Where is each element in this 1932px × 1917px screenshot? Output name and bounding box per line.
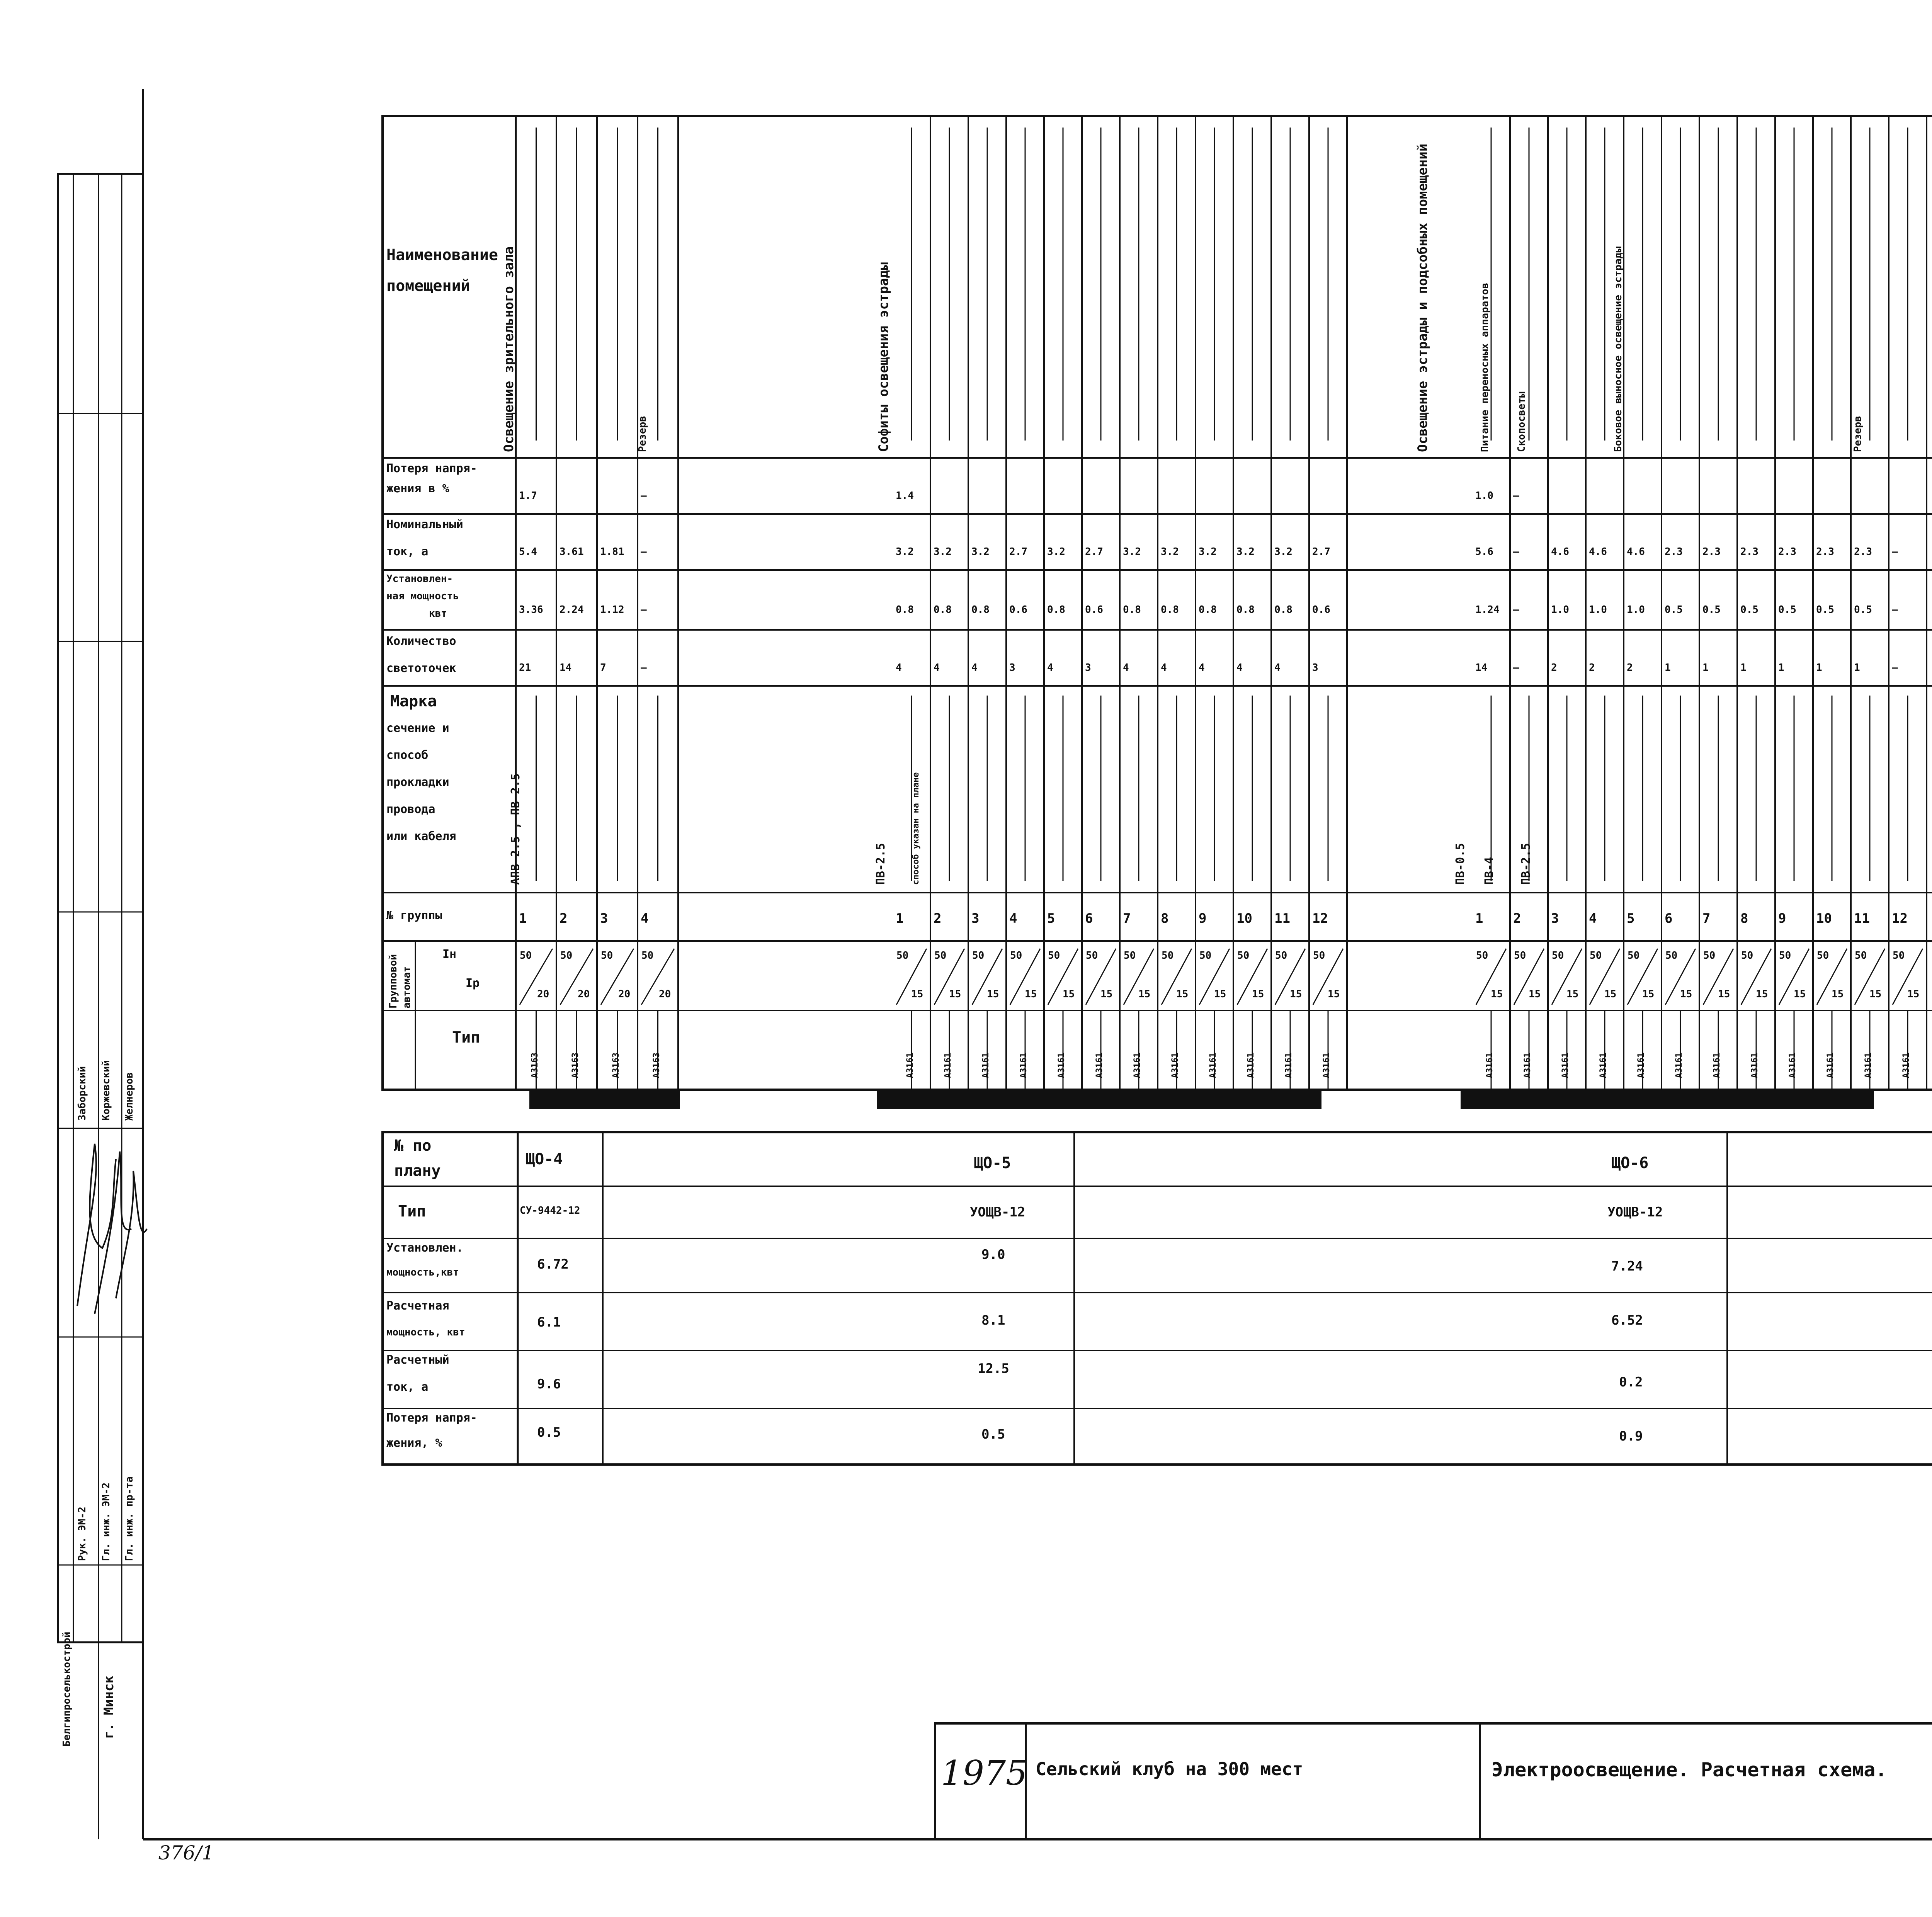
group-2-no-6: 6 [1085, 911, 1093, 926]
panel-label-power-2: мощность,квт [386, 1267, 459, 1278]
breaker-ip-3-12: 15 [1907, 988, 1920, 1000]
panel-2-no: ЩО-5 [974, 1154, 1011, 1172]
row-label-breaker-type: Тип [452, 1029, 480, 1046]
group-3-power-12: — [1892, 604, 1898, 616]
mark-g3b: ПВ-4 [1483, 857, 1496, 885]
group-3-power-2: — [1513, 604, 1519, 616]
breaker-type-2-11: А3161 [1284, 1052, 1294, 1078]
group-2-power-12: 0.6 [1312, 604, 1330, 616]
breaker-type-2-12: А3161 [1322, 1052, 1332, 1078]
group-2-nominal-1: 3.2 [896, 546, 914, 558]
breaker-in-1-2: 50 [560, 950, 573, 961]
group-1-loss-4: — [641, 490, 647, 502]
group-1-power-1: 3.36 [519, 604, 543, 616]
breaker-in-2-3: 50 [972, 950, 985, 961]
panel-3-calc: 6.52 [1611, 1313, 1643, 1328]
panel-label-current-2: ток, а [386, 1380, 429, 1394]
group-2-nominal-7: 3.2 [1123, 546, 1141, 558]
group-2-count-10: 4 [1236, 662, 1243, 674]
group-2-no-10: 10 [1236, 911, 1252, 926]
row-label-breaker-ip: Iр [466, 976, 480, 990]
group-2-count-12: 3 [1312, 662, 1318, 674]
group-2-power-6: 0.6 [1085, 604, 1103, 616]
breaker-ip-3-2: 15 [1529, 988, 1541, 1000]
row-label-names: Наименование [386, 246, 498, 264]
signature-2 [95, 1152, 131, 1314]
group-2-nominal-9: 3.2 [1199, 546, 1217, 558]
breaker-in-3-12: 50 [1893, 950, 1905, 961]
breaker-in-3-7: 50 [1703, 950, 1716, 961]
breaker-type-1-4: А3163 [651, 1052, 662, 1078]
group-3-no-6: 6 [1665, 911, 1673, 926]
panel-2-calc: 8.1 [981, 1313, 1005, 1328]
panel-2-current: 12.5 [978, 1361, 1009, 1376]
group-2-no-12: 12 [1312, 911, 1328, 926]
row-label-mark: Марка [390, 692, 437, 710]
group-1-no-4: 4 [641, 911, 649, 926]
stamp-city: г. Минск [101, 1675, 117, 1739]
breaker-ip-1-1: 20 [537, 988, 549, 1000]
group-3-nominal-1: 5.6 [1475, 546, 1493, 558]
breaker-ip-2-4: 15 [1025, 988, 1037, 1000]
group-2-power-10: 0.8 [1236, 604, 1255, 616]
mark-g3a: ПВ-0.5 [1454, 843, 1467, 885]
group-2-no-5: 5 [1047, 911, 1055, 926]
breaker-ip-2-12: 15 [1328, 988, 1340, 1000]
group-1-nominal-3: 1.81 [600, 546, 624, 558]
group-2-nominal-4: 2.7 [1009, 546, 1027, 558]
breaker-in-2-12: 50 [1313, 950, 1325, 961]
group-3-loss-1: 1.0 [1475, 490, 1493, 502]
breaker-type-3-1: А3161 [1485, 1052, 1495, 1078]
group-3-nominal-3: 4.6 [1551, 546, 1569, 558]
group-3-power-5: 1.0 [1627, 604, 1645, 616]
group-2-power-1: 0.8 [896, 604, 914, 616]
group-3-count-3: 2 [1551, 662, 1557, 674]
panel-label-no-2: плану [394, 1162, 441, 1180]
panel-1-loss: 0.5 [537, 1425, 561, 1440]
breaker-in-2-4: 50 [1010, 950, 1022, 961]
group-3-count-7: 1 [1702, 662, 1709, 674]
name-g2-1: Софиты освещения эстрады [876, 262, 891, 452]
group-2-power-7: 0.8 [1123, 604, 1141, 616]
group-3-no-12: 12 [1892, 911, 1908, 926]
breaker-ip-3-1: 15 [1491, 988, 1503, 1000]
group-2-power-4: 0.6 [1009, 604, 1027, 616]
breaker-ip-2-10: 15 [1252, 988, 1264, 1000]
group-2-count-9: 4 [1199, 662, 1205, 674]
breaker-ip-2-7: 15 [1138, 988, 1151, 1000]
breaker-in-3-5: 50 [1628, 950, 1640, 961]
breaker-type-2-8: А3161 [1170, 1052, 1180, 1078]
breaker-ip-1-2: 20 [578, 988, 590, 1000]
group-2-count-4: 3 [1009, 662, 1015, 674]
mark-g2b: способ указан на плане [911, 772, 921, 885]
group-3-power-8: 0.5 [1740, 604, 1759, 616]
group-3-count-5: 2 [1627, 662, 1633, 674]
breaker-ip-3-4: 15 [1604, 988, 1617, 1000]
panel-label-calc-2: мощность, квт [386, 1327, 465, 1338]
group-2-count-8: 4 [1161, 662, 1167, 674]
group-2-power-8: 0.8 [1161, 604, 1179, 616]
breaker-ip-1-3: 20 [618, 988, 631, 1000]
name-g3-12: Резерв [1852, 416, 1864, 452]
bus-bar-2 [877, 1090, 1321, 1109]
breaker-type-2-2: А3161 [943, 1052, 953, 1078]
group-3-count-11: 1 [1854, 662, 1860, 674]
row-label-mark-4: прокладки [386, 776, 449, 789]
name-g1-4: Резерв [637, 416, 648, 452]
breaker-in-2-1: 50 [896, 950, 909, 961]
group-2-no-4: 4 [1009, 911, 1017, 926]
breaker-ip-2-11: 15 [1290, 988, 1302, 1000]
breaker-in-2-7: 50 [1124, 950, 1136, 961]
group-1-no-2: 2 [560, 911, 568, 926]
panel-3-current: 0.2 [1619, 1374, 1643, 1390]
panel-2-type: УОЩВ-12 [970, 1204, 1026, 1220]
panel-1-power: 6.72 [537, 1257, 569, 1272]
group-2-nominal-6: 2.7 [1085, 546, 1103, 558]
group-1-power-2: 2.24 [560, 604, 584, 616]
name-g3-3: Скопосветы [1516, 391, 1527, 452]
breaker-ip-3-10: 15 [1832, 988, 1844, 1000]
group-3-no-4: 4 [1589, 911, 1597, 926]
group-3-nominal-9: 2.3 [1778, 546, 1796, 558]
panel-2-loss: 0.5 [981, 1427, 1005, 1442]
mark-g3c: ПВ-2.5 [1519, 843, 1533, 885]
name-g3-6: Боковое выносное освещение эстрады [1612, 246, 1624, 452]
group-3-power-1: 1.24 [1475, 604, 1500, 616]
group-3-power-9: 0.5 [1778, 604, 1796, 616]
group-2-count-3: 4 [971, 662, 978, 674]
breaker-type-3-12: А3161 [1901, 1052, 1911, 1078]
group-2-no-3: 3 [971, 911, 980, 926]
row-label-mark-6: или кабеля [386, 830, 456, 843]
group-2-nominal-11: 3.2 [1274, 546, 1293, 558]
group-1-power-3: 1.12 [600, 604, 624, 616]
breaker-ip-3-3: 15 [1566, 988, 1579, 1000]
group-3-power-3: 1.0 [1551, 604, 1569, 616]
breaker-in-2-5: 50 [1048, 950, 1060, 961]
group-2-no-1: 1 [896, 911, 904, 926]
group-1-count-3: 7 [600, 662, 606, 674]
group-2-no-7: 7 [1123, 911, 1131, 926]
breaker-in-3-6: 50 [1665, 950, 1678, 961]
stamp-name-1: Заборский [77, 1066, 88, 1121]
row-label-mark-3: способ [386, 748, 429, 762]
group-2-no-11: 11 [1274, 911, 1290, 926]
stamp-role-2: Гл. инж. ЭМ-2 [100, 1482, 112, 1561]
group-3-count-10: 1 [1816, 662, 1822, 674]
panel-label-loss: Потеря напря- [386, 1411, 477, 1425]
breaker-in-2-6: 50 [1086, 950, 1098, 961]
stamp-role-3: Гл. инж. пр-та [124, 1476, 135, 1561]
row-label-mark-2: сечение и [386, 721, 449, 735]
stamp-role-1: Рук. ЭМ-2 [77, 1507, 88, 1561]
group-2-no-2: 2 [934, 911, 942, 926]
breaker-ip-3-9: 15 [1794, 988, 1806, 1000]
row-label-breaker-2: автомат [401, 966, 413, 1009]
breaker-in-2-9: 50 [1199, 950, 1212, 961]
breaker-type-3-10: А3161 [1826, 1052, 1835, 1078]
row-label-group-no: № группы [386, 909, 442, 922]
breaker-type-3-5: А3161 [1636, 1052, 1646, 1078]
breaker-type-3-2: А3161 [1523, 1052, 1532, 1078]
row-label-nominal: Номинальный [386, 518, 463, 531]
group-3-nominal-11: 2.3 [1854, 546, 1872, 558]
breaker-in-3-9: 50 [1779, 950, 1791, 961]
row-label-names-2: помещений [386, 277, 470, 295]
bus-bar-3 [1461, 1090, 1874, 1109]
group-3-no-1: 1 [1475, 911, 1483, 926]
breaker-in-2-2: 50 [934, 950, 947, 961]
breaker-ip-2-6: 15 [1100, 988, 1113, 1000]
breaker-type-3-11: А3161 [1864, 1052, 1873, 1078]
breaker-in-1-3: 50 [601, 950, 613, 961]
breaker-ip-2-5: 15 [1063, 988, 1075, 1000]
group-2-count-2: 4 [934, 662, 940, 674]
breaker-in-3-2: 50 [1514, 950, 1526, 961]
group-2-count-6: 3 [1085, 662, 1091, 674]
group-2-count-5: 4 [1047, 662, 1053, 674]
stamp-org: Белгипроселькострой [61, 1631, 73, 1747]
name-g1-1: Освещение зрительного зала [501, 246, 517, 452]
group-3-power-6: 0.5 [1665, 604, 1683, 616]
breaker-in-1-4: 50 [641, 950, 654, 961]
breaker-type-2-7: А3161 [1133, 1052, 1142, 1078]
breaker-ip-2-3: 15 [987, 988, 999, 1000]
breaker-type-1-1: А3163 [530, 1052, 540, 1078]
breaker-type-2-1: А3161 [905, 1052, 915, 1078]
name-g3-1: Освещение эстрады и подсобных помещений [1415, 143, 1430, 452]
row-label-count: Количество [386, 634, 456, 648]
panel-1-no: ЩО-4 [526, 1150, 563, 1168]
breaker-type-2-9: А3161 [1208, 1052, 1218, 1078]
breaker-in-1-1: 50 [520, 950, 532, 961]
breaker-ip-2-9: 15 [1214, 988, 1226, 1000]
group-3-nominal-8: 2.3 [1740, 546, 1759, 558]
group-2-count-1: 4 [896, 662, 902, 674]
breaker-type-2-4: А3161 [1019, 1052, 1029, 1078]
breaker-type-3-3: А3161 [1561, 1052, 1570, 1078]
breaker-type-3-6: А3161 [1674, 1052, 1684, 1078]
panel-label-loss-2: жения, % [386, 1436, 442, 1450]
panel-1-current: 9.6 [537, 1376, 561, 1392]
group-3-nominal-12: — [1892, 546, 1898, 558]
row-label-nominal-2: ток, а [386, 545, 429, 558]
group-3-nominal-10: 2.3 [1816, 546, 1834, 558]
breaker-type-1-3: А3163 [611, 1052, 621, 1078]
group-1-count-1: 21 [519, 662, 531, 674]
group-3-no-2: 2 [1513, 911, 1521, 926]
group-3-no-11: 11 [1854, 911, 1870, 926]
name-g3-2: Питание переносных аппаратов [1479, 282, 1491, 452]
breaker-in-3-8: 50 [1741, 950, 1753, 961]
group-3-no-3: 3 [1551, 911, 1559, 926]
panel-label-type: Тип [398, 1203, 426, 1220]
breaker-type-2-6: А3161 [1095, 1052, 1104, 1078]
row-label-breaker-in: Iн [442, 947, 457, 961]
breaker-ip-3-11: 15 [1869, 988, 1882, 1000]
group-3-no-8: 8 [1740, 911, 1748, 926]
title-year: 1975 [941, 1753, 1027, 1793]
group-2-nominal-10: 3.2 [1236, 546, 1255, 558]
group-2-power-11: 0.8 [1274, 604, 1293, 616]
group-3-no-5: 5 [1627, 911, 1635, 926]
breaker-in-2-8: 50 [1162, 950, 1174, 961]
group-3-count-2: — [1513, 662, 1519, 674]
breaker-ip-3-6: 15 [1680, 988, 1692, 1000]
panel-3-type: УОЩВ-12 [1607, 1204, 1663, 1220]
mark-g1: АПВ-2.5 , ПВ-2.5 [509, 773, 522, 885]
group-2-loss-1: 1.4 [896, 490, 914, 502]
breaker-in-3-10: 50 [1817, 950, 1829, 961]
breaker-type-3-9: А3161 [1788, 1052, 1798, 1078]
group-3-count-9: 1 [1778, 662, 1784, 674]
group-3-nominal-6: 2.3 [1665, 546, 1683, 558]
breaker-type-2-10: А3161 [1246, 1052, 1256, 1078]
group-2-no-9: 9 [1199, 911, 1207, 926]
breaker-ip-3-7: 15 [1718, 988, 1730, 1000]
breaker-ip-2-8: 15 [1176, 988, 1189, 1000]
panel-1-calc: 6.1 [537, 1315, 561, 1330]
row-label-loss-2: жения в % [386, 482, 449, 495]
panel-3-loss: 0.9 [1619, 1429, 1643, 1444]
group-2-nominal-12: 2.7 [1312, 546, 1330, 558]
breaker-ip-2-2: 15 [949, 988, 961, 1000]
breaker-in-3-11: 50 [1855, 950, 1867, 961]
group-2-nominal-8: 3.2 [1161, 546, 1179, 558]
group-3-nominal-4: 4.6 [1589, 546, 1607, 558]
row-label-power-2: ная мощность [386, 590, 459, 602]
row-label-power: Установлен- [386, 573, 453, 585]
breaker-type-3-7: А3161 [1712, 1052, 1722, 1078]
group-1-loss-1: 1.7 [519, 490, 537, 502]
mark-g2a: ПВ-2.5 [874, 843, 888, 885]
group-3-count-8: 1 [1740, 662, 1747, 674]
group-3-power-4: 1.0 [1589, 604, 1607, 616]
breaker-ip-1-4: 20 [659, 988, 671, 1000]
panel-label-no: № по [394, 1137, 432, 1155]
group-2-count-7: 4 [1123, 662, 1129, 674]
panel-label-power: Установлен. [386, 1241, 463, 1255]
breaker-type-2-5: А3161 [1057, 1052, 1066, 1078]
group-3-power-7: 0.5 [1702, 604, 1721, 616]
panel-3-power: 7.24 [1611, 1259, 1643, 1274]
group-1-no-1: 1 [519, 911, 527, 926]
group-1-power-4: — [641, 604, 647, 616]
row-label-loss: Потеря напря- [386, 462, 477, 475]
breaker-ip-3-5: 15 [1642, 988, 1655, 1000]
bus-bar-1 [529, 1090, 680, 1109]
panel-label-calc: Расчетная [386, 1299, 449, 1313]
group-3-count-4: 2 [1589, 662, 1595, 674]
breaker-type-1-2: А3163 [570, 1052, 580, 1078]
breaker-in-3-3: 50 [1552, 950, 1564, 961]
group-2-power-3: 0.8 [971, 604, 990, 616]
group-3-no-10: 10 [1816, 911, 1832, 926]
group-2-power-9: 0.8 [1199, 604, 1217, 616]
group-2-power-5: 0.8 [1047, 604, 1065, 616]
group-3-power-10: 0.5 [1816, 604, 1834, 616]
panel-label-current: Расчетный [386, 1353, 449, 1367]
stamp-name-3: Желнеров [124, 1072, 135, 1121]
title-object: Сельский клуб на 300 мест [1036, 1759, 1303, 1779]
group-1-nominal-4: — [641, 546, 647, 558]
title-sheet-title: Электроосвещение. Расчетная схема. [1492, 1759, 1887, 1781]
group-2-nominal-5: 3.2 [1047, 546, 1065, 558]
group-1-nominal-2: 3.61 [560, 546, 584, 558]
group-3-nominal-2: — [1513, 546, 1519, 558]
stamp-name-2: Коржевский [100, 1060, 112, 1121]
group-3-nominal-7: 2.3 [1702, 546, 1721, 558]
group-1-no-3: 3 [600, 911, 608, 926]
group-3-count-1: 14 [1475, 662, 1488, 674]
panel-2-power: 9.0 [981, 1247, 1005, 1262]
row-label-breaker: Групповой [388, 954, 399, 1009]
breaker-in-3-1: 50 [1476, 950, 1488, 961]
row-label-mark-5: провода [386, 803, 435, 816]
group-3-no-9: 9 [1778, 911, 1786, 926]
group-3-count-6: 1 [1665, 662, 1671, 674]
breaker-in-3-4: 50 [1590, 950, 1602, 961]
row-label-power-3: квт [429, 608, 447, 619]
group-3-loss-2: — [1513, 490, 1519, 502]
group-2-power-2: 0.8 [934, 604, 952, 616]
breaker-in-2-11: 50 [1275, 950, 1287, 961]
group-3-count-12: — [1892, 662, 1898, 674]
breaker-ip-3-8: 15 [1756, 988, 1768, 1000]
group-1-count-2: 14 [560, 662, 572, 674]
group-3-no-7: 7 [1702, 911, 1711, 926]
group-1-nominal-1: 5.4 [519, 546, 537, 558]
breaker-type-3-4: А3161 [1599, 1052, 1608, 1078]
archive-number: 376/1 [158, 1842, 214, 1864]
breaker-ip-2-1: 15 [911, 988, 923, 1000]
group-2-nominal-2: 3.2 [934, 546, 952, 558]
breaker-type-3-8: А3161 [1750, 1052, 1760, 1078]
group-2-no-8: 8 [1161, 911, 1169, 926]
group-3-nominal-5: 4.6 [1627, 546, 1645, 558]
group-2-nominal-3: 3.2 [971, 546, 990, 558]
group-3-power-11: 0.5 [1854, 604, 1872, 616]
row-label-count-2: светоточек [386, 662, 456, 675]
group-2-count-11: 4 [1274, 662, 1281, 674]
signature-1 [77, 1144, 116, 1306]
breaker-in-2-10: 50 [1237, 950, 1250, 961]
group-1-count-4: — [641, 662, 647, 674]
panel-1-type: СУ-9442-12 [520, 1205, 580, 1216]
breaker-type-2-3: А3161 [981, 1052, 991, 1078]
panel-3-no: ЩО-6 [1611, 1154, 1649, 1172]
